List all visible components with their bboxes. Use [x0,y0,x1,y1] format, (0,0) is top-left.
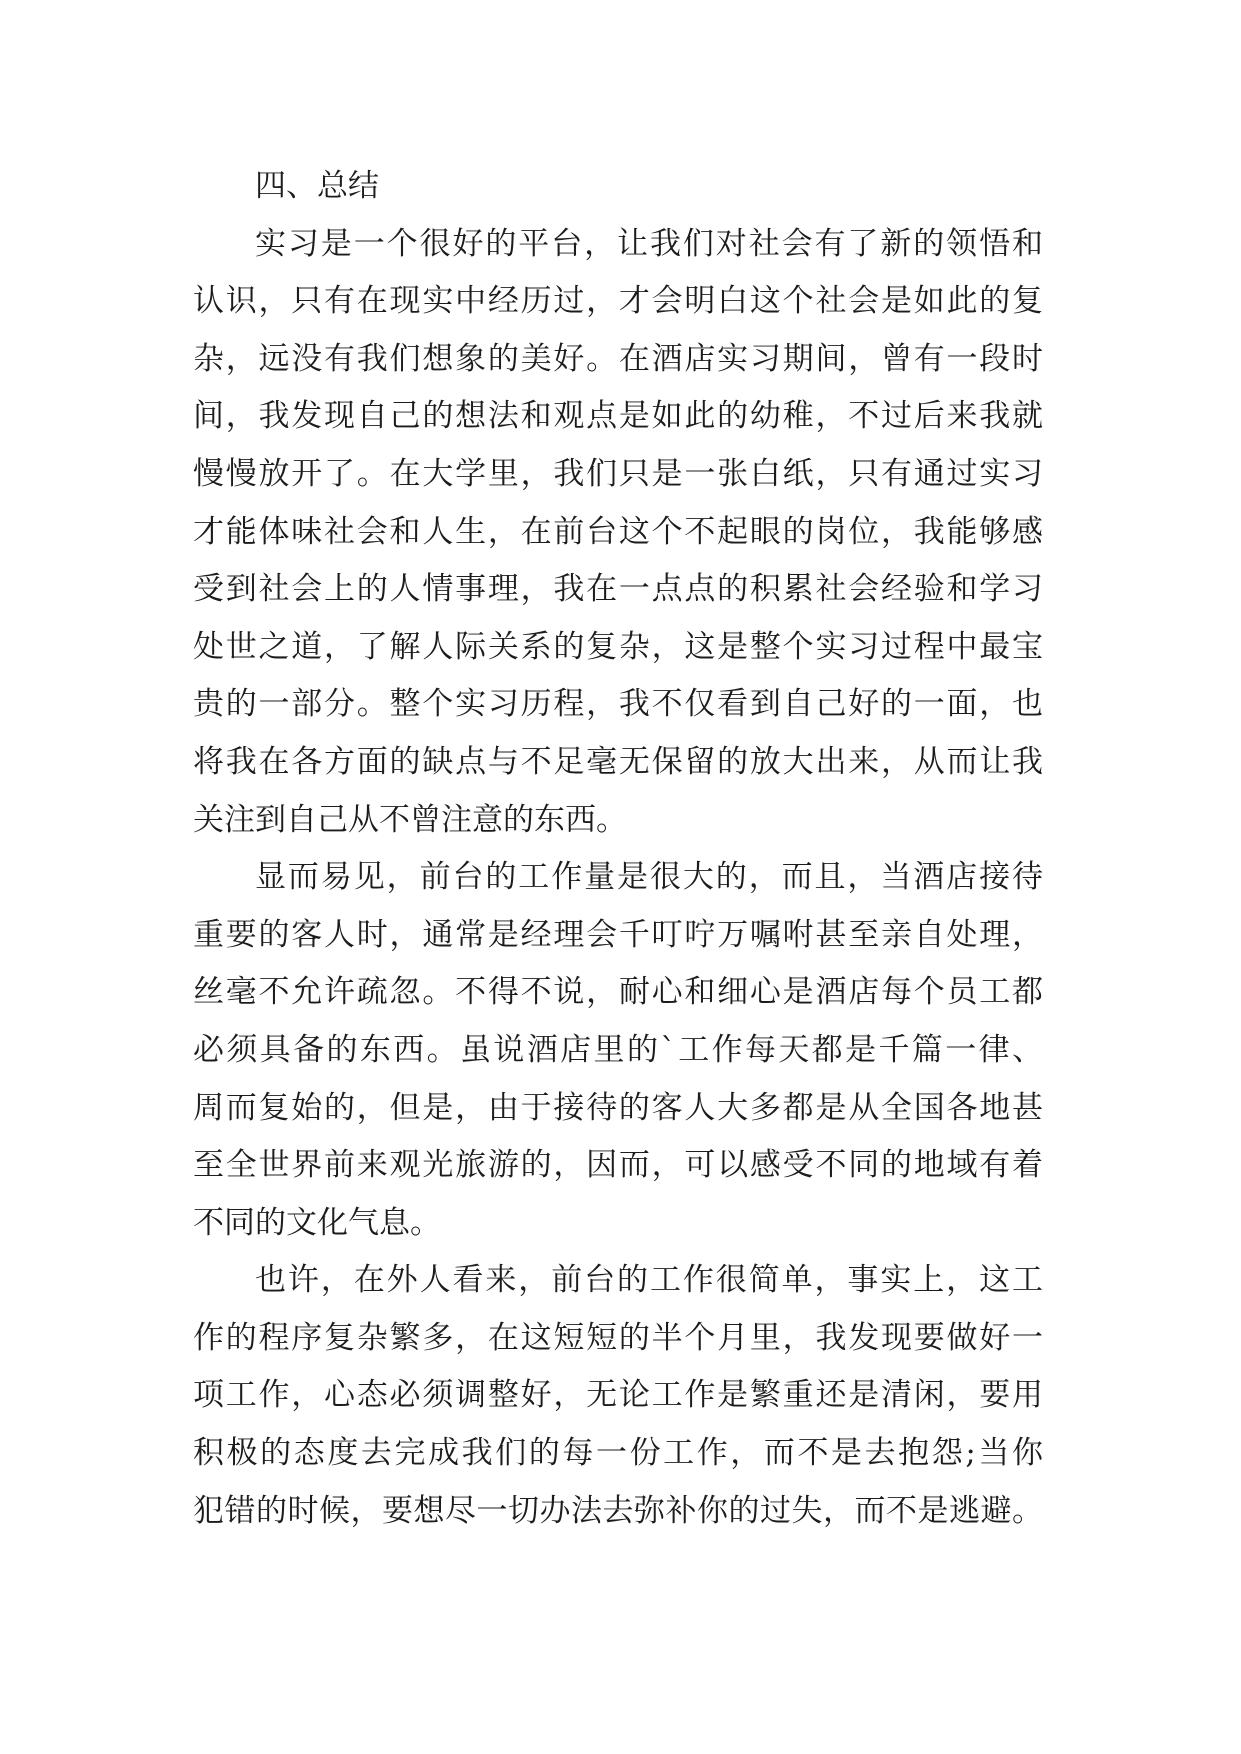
paragraph-line: 项工作，心态必须调整好，无论工作是繁重还是清闲，要用 [193,1377,1043,1414]
paragraph-line: 慢慢放开了。在大学里，我们只是一张白纸，只有通过实习 [193,455,1043,492]
paragraph-line: 认识，只有在现实中经历过，才会明白这个社会是如此的复 [193,283,1043,320]
paragraph-line: 关注到自己从不曾注意的东西。 [193,801,627,838]
paragraph-2 [193,849,1073,1252]
paragraph-line: 实习是一个很好的平台，让我们对社会有了新的领悟和 [255,225,1043,262]
paragraph-line: 杂，远没有我们想象的美好。在酒店实习期间，曾有一段时 [193,340,1043,377]
paragraph-line: 积极的态度去完成我们的每一份工作，而不是去抱怨;当你 [193,1435,1043,1472]
paragraph-3 [193,1252,1073,1540]
paragraph-line: 重要的客人时，通常是经理会千叮咛万嘱咐甚至亲自处理， [193,916,1043,953]
paragraph-line: 间，我发现自己的想法和观点是如此的幼稚，不过后来我就 [193,398,1043,435]
paragraph-line: 贵的一部分。整个实习历程，我不仅看到自己好的一面，也 [193,686,1043,723]
paragraph-line: 也许，在外人看来，前台的工作很简单，事实上，这工 [255,1262,1043,1299]
paragraph-line: 不同的文化气息。 [193,1204,441,1241]
paragraph-line: 周而复始的，但是，由于接待的客人大多都是从全国各地甚 [193,1089,1043,1126]
paragraph-line: 犯错的时候，要想尽一切办法去弥补你的过失，而不是逃避。 [193,1492,1043,1529]
paragraph-line: 处世之道，了解人际关系的复杂，这是整个实习过程中最宝 [193,628,1043,665]
paragraph-line: 将我在各方面的缺点与不足毫无保留的放大出来，从而让我 [193,743,1043,780]
paragraph-line: 作的程序复杂繁多，在这短短的半个月里，我发现要做好一 [193,1319,1043,1356]
paragraph-line: 丝毫不允许疏忽。不得不说，耐心和细心是酒店每个员工都 [193,974,1043,1011]
paragraph-line: 至全世界前来观光旅游的，因而，可以感受不同的地域有着 [193,1147,1043,1184]
section-heading: 四、总结 [255,168,379,204]
document-body [193,158,1073,1540]
paragraph-line: 受到社会上的人情事理，我在一点点的积累社会经验和学习 [193,571,1043,608]
paragraph-line: 才能体味社会和人生，在前台这个不起眼的岗位，我能够感 [193,513,1043,550]
paragraph-line: 显而易见，前台的工作量是很大的，而且，当酒店接待 [255,859,1043,896]
paragraph-1 [193,216,1073,850]
paragraph-line: 必须具备的东西。虽说酒店里的`工作每天都是千篇一律、 [193,1031,1043,1068]
